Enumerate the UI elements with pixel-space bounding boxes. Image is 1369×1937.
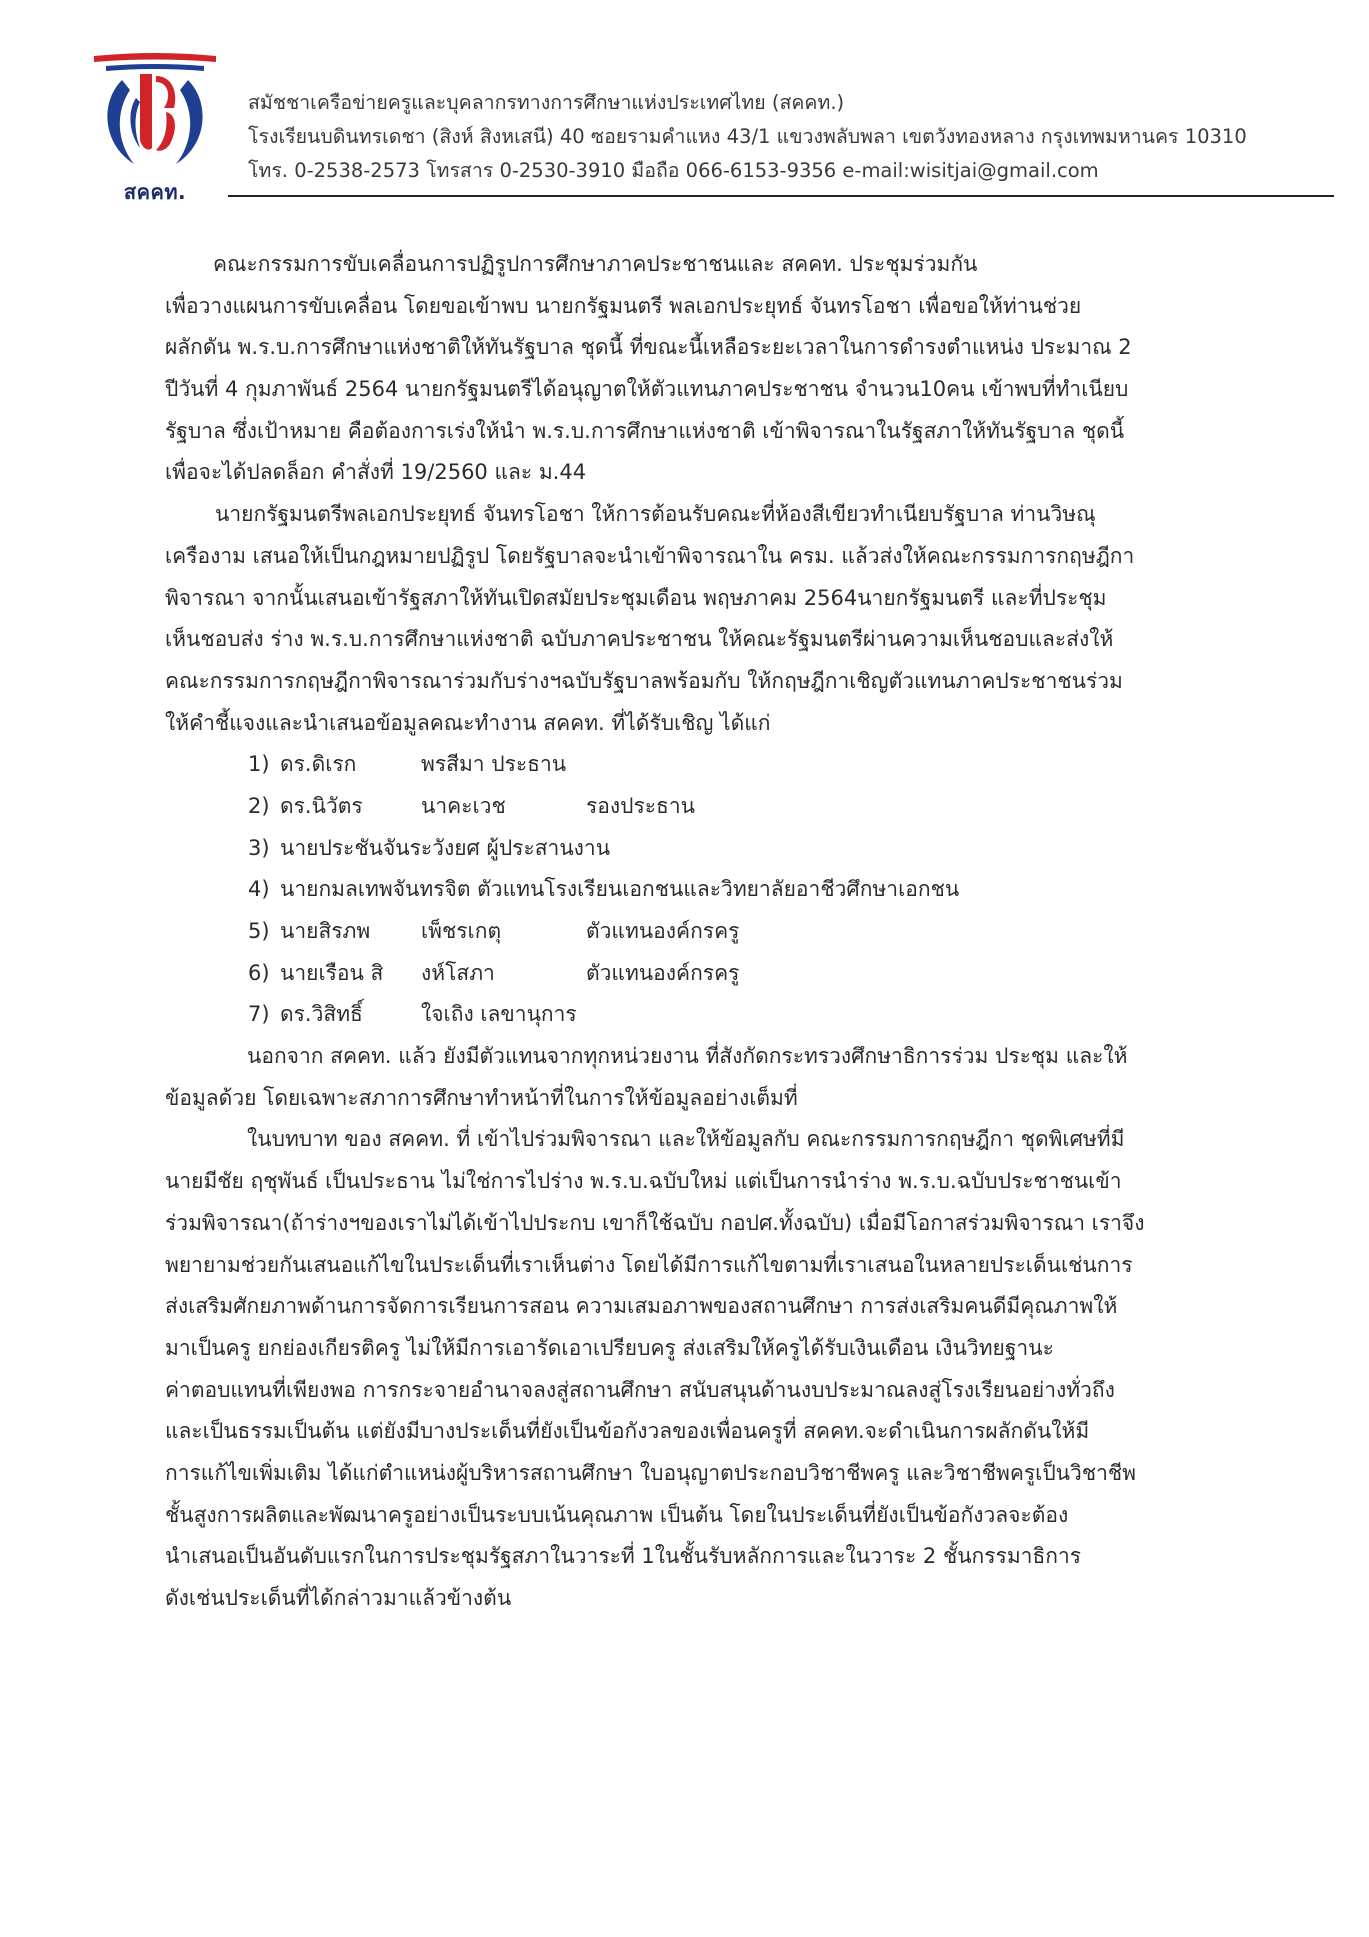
paragraph-1-line: คณะกรรมการขับเคลื่อนการปฏิรูปการศึกษาภาคประชาชนและ สคคท. ประชุมร่วมกัน	[213, 252, 978, 276]
member-surname: งห์โสภา	[421, 960, 495, 985]
member-name-role: นายประชันจันระวังยศ ผู้ประสานงาน	[280, 835, 611, 860]
paragraph-2-line: คณะกรรมการกฤษฎีกาพิจารณาร่วมกับร่างฯฉบับรัฐบาลพร้อมกับ ให้กฤษฎีกาเชิญตัวแทนภาคประชาชนร่วม	[165, 668, 1123, 693]
paragraph-1-line: เพื่อจะได้ปลดล็อก คำสั่งที่ 19/2560 และ ม.44	[165, 460, 587, 485]
member-list-item	[165, 869, 1210, 911]
paragraph-4-line: นายมีชัย ฤชุพันธ์ เป็นประธาน ไม่ใช่การไปร่าง พ.ร.บ.ฉบับใหม่ แต่เป็นการนำร่าง พ.ร.บ.ฉบับประชาชนเข้า	[165, 1169, 1122, 1194]
member-list-item	[165, 911, 1210, 953]
paragraph-4-line: ชั้นสูงการผลิตและพัฒนาครูอย่างเป็นระบบเน้นคุณภาพ เป็นต้น โดยในประเด็นที่ยังเป็นข้อกังวลจะต้อง	[165, 1502, 1069, 1527]
paragraph-4-line: และเป็นธรรมเป็นต้น แต่ยังมีบางประเด็นที่ยังเป็นข้อกังวลของเพื่อนครูที่ สคคท.จะดำเนินการผลักดันให้มี	[165, 1419, 1090, 1444]
letter-body	[165, 244, 1210, 1620]
paragraph-1-line: ผลักดัน พ.ร.บ.การศึกษาแห่งชาติให้ทันรัฐบาล ชุดนี้ ที่ขณะนี้เหลือระยะเวลาในการดำรงตำแหน่ง ประมาณ 2	[165, 335, 1132, 360]
paragraph-3-line: นอกจาก สคคท. แล้ว ยังมีตัวแทนจากทุกหน่วยงาน ที่สังกัดกระทรวงศึกษาธิการร่วม ประชุม และให้	[247, 1044, 1128, 1069]
organization-info	[248, 86, 1247, 188]
organization-name: สมัชชาเครือข่ายครูและบุคลากรทางการศึกษาแห่งประเทศไทย (สคคท.)	[248, 91, 845, 114]
member-name-role: นายกมลเทพจันทรจิต ตัวแทนโรงเรียนเอกชนและวิทยาลัยอาชีวศึกษาเอกชน	[280, 877, 960, 902]
paragraph-4-line: มาเป็นครู ยกย่องเกียรติครู ไม่ให้มีการเอารัดเอาเปรียบครู ส่งเสริมให้ครูได้รับเงินเดือน เงินวิทยฐานะ	[165, 1335, 1054, 1360]
member-surname: เพ็ชรเกตุ	[421, 919, 502, 943]
member-number: 7)	[248, 1002, 270, 1027]
paragraph-4-line: ส่งเสริมศักยภาพด้านการจัดการเรียนการสอน ความเสมอภาพของสถานศึกษา การส่งเสริมคนดีมีคุณภาพให้	[165, 1294, 1118, 1319]
member-name: ดร.วิสิทธิ์	[280, 1002, 363, 1027]
member-role: รองประธาน	[586, 793, 695, 818]
member-role: ตัวแทนองค์กรครู	[586, 960, 740, 985]
member-number: 3)	[248, 835, 270, 860]
member-number: 1)	[248, 752, 270, 777]
member-surname-role: ใจเถิง เลขานุการ	[421, 1002, 577, 1027]
member-list-item	[165, 953, 1210, 995]
paragraph-2-line: เครืองาม เสนอให้เป็นกฎหมายปฏิรูป โดยรัฐบาลจะนำเข้าพิจารณาใน ครม. แล้วส่งให้คณะกรรมการกฤษฎีกา	[165, 543, 1135, 568]
logo-acronym: สคคท.	[123, 180, 187, 204]
member-list-item	[165, 828, 1210, 870]
member-list-item	[165, 744, 1210, 786]
paragraph-4-line: การแก้ไขเพิ่มเติม ได้แก่ตำแหน่งผู้บริหารสถานศึกษา ใบอนุญาตประกอบวิชาชีพครู และวิชาชีพครูเป็นวิชาชีพ	[165, 1460, 1136, 1485]
paragraph-4-line: พยายามช่วยกันเสนอแก้ไขในประเด็นที่เราเห็นต่าง โดยได้มีการแก้ไขตามที่เราเสนอในหลายประเด็นเช่นการ	[165, 1252, 1133, 1277]
paragraph-4-line: ในบทบาท ของ สคคท. ที่ เข้าไปร่วมพิจารณา และให้ข้อมูลกับ คณะกรรมการกฤษฎีกา ชุดพิเศษที่มี	[247, 1127, 1125, 1152]
header-divider	[228, 195, 1334, 197]
paragraph-2-line: ให้คำชี้แจงและนำเสนอข้อมูลคณะทำงาน สคคท. ที่ได้รับเชิญ ได้แก่	[165, 710, 771, 735]
letterhead	[0, 0, 1369, 210]
member-number: 2)	[248, 793, 270, 818]
paragraph-2-line: เห็นชอบส่ง ร่าง พ.ร.บ.การศึกษาแห่งชาติ ฉบับภาคประชาชน ให้คณะรัฐมนตรีผ่านความเห็นชอบและส่งให้	[165, 627, 1114, 652]
organization-contact: โทร. 0-2538-2573 โทรสาร 0-2530-3910 มือถือ 066-6153-9356 e-mail:wisitjai@gmail.com	[248, 159, 1099, 182]
member-surname: นาคะเวช	[421, 793, 506, 818]
logo-emblem-icon	[92, 52, 218, 176]
paragraph-1-line: เพื่อวางแผนการขับเคลื่อน โดยขอเข้าพบ นายกรัฐมนตรี พลเอกประยุทธ์ จันทรโอชา เพื่อขอให้ท่านช่วย	[165, 293, 1082, 318]
paragraph-4-line: ร่วมพิจารณา(ถ้าร่างฯของเราไม่ได้เข้าไปประกบ เขาก็ใช้ฉบับ กอปศ.ทั้งฉบับ) เมื่อมีโอกาสร่วมพิจารณา เราจึง	[165, 1210, 1145, 1235]
member-role: ตัวแทนองค์กรครู	[586, 919, 740, 943]
member-list-item	[165, 786, 1210, 828]
member-name: นายสิรภพ	[280, 919, 371, 943]
paragraph-4-line: นำเสนอเป็นอันดับแรกในการประชุมรัฐสภาในวาระที่ 1ในชั้นรับหลักการและในวาระ 2 ชั้นกรรมาธิการ	[165, 1544, 1082, 1569]
organization-logo	[92, 52, 218, 204]
paragraph-4-line: ดังเช่นประเด็นที่ได้กล่าวมาแล้วข้างต้น	[165, 1586, 512, 1610]
paragraph-2-line: พิจารณา จากนั้นเสนอเข้ารัฐสภาให้ทันเปิดสมัยประชุมเดือน พฤษภาคม 2564นายกรัฐมนตรี และที่ประชุม	[165, 585, 1107, 610]
member-surname-role: พรสีมา ประธาน	[421, 752, 567, 777]
member-name: ดร.ดิเรก	[280, 752, 357, 777]
member-number: 5)	[248, 919, 270, 943]
organization-address: โรงเรียนบดินทรเดชา (สิงห์ สิงหเสนี) 40 ซอยรามคำแหง 43/1 แขวงพลับพลา เขตวังทองหลาง กรุงเทพมหานคร 10310	[248, 125, 1247, 148]
paragraph-2-line: นายกรัฐมนตรีพลเอกประยุทธ์ จันทรโอชา ให้การต้อนรับคณะที่ห้องสีเขียวทำเนียบรัฐบาล ท่านวิษณุ	[215, 502, 1096, 527]
member-number: 6)	[248, 960, 270, 985]
paragraph-1-line: รัฐบาล ซึ่งเป้าหมาย คือต้องการเร่งให้นำ พ.ร.บ.การศึกษาแห่งชาติ เข้าพิจารณาในรัฐสภาให้ทันรัฐบาล ชุดนี้	[165, 418, 1125, 443]
paragraph-1-line: ปีวันที่ 4 กุมภาพันธ์ 2564 นายกรัฐมนตรีได้อนุญาตให้ตัวแทนภาคประชาชน จำนวน10คน เข้าพบที่ทำเนียบ	[165, 377, 1129, 402]
paragraph-4-line: ค่าตอบแทนที่เพียงพอ การกระจายอำนาจลงสู่สถานศึกษา สนับสนุนด้านงบประมาณลงสู่โรงเรียนอย่างทั่วถึง	[165, 1377, 1115, 1402]
member-name: นายเรือน สิ	[280, 960, 384, 985]
member-name: ดร.นิวัตร	[280, 793, 363, 818]
member-list-item	[165, 994, 1210, 1036]
paragraph-3-line: ข้อมูลด้วย โดยเฉพาะสภาการศึกษาทำหน้าที่ในการให้ข้อมูลอย่างเต็มที่	[165, 1085, 798, 1110]
member-number: 4)	[248, 877, 270, 902]
